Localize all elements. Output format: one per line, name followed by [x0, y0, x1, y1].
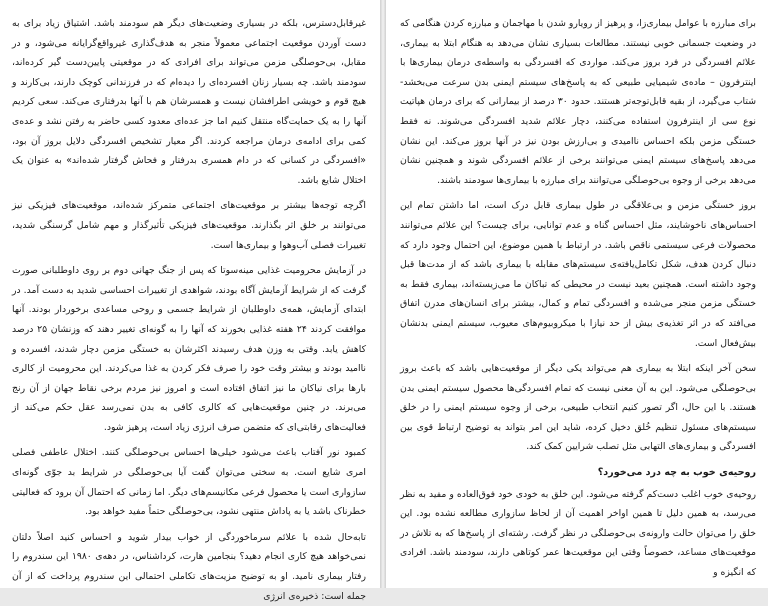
left-paragraph-2: اگرچه توجه‌ها بیشتر بر موقعیت‌های اجتماعی متمرکز شده‌اند، موقعیت‌های فیزیکی نیز می‌توانند بر خلق اثر بگذارند. موقعیت‌های فیزیکی تأثیرگذار و مهم شامل گرسنگی شدید، تغییرات فصلی آب‌وهوا و بیماری‌ها است.	[12, 200, 366, 251]
right-paragraph-3: سخن آخر اینکه ابتلا به بیماری هم می‌تواند یکی دیگر از موقعیت‌هایی باشد که باعث بروز بی‌حوصلگی می‌شود. این به آن معنی نیست که تمام افسردگی‌ها محصول سیستم ایمنی بدن هستند. با این حال، اگر تصور کنیم انتخاب طبیعی، برخی از وجوه سیستم ایمنی را در خلق سیستم‌های مسئول تنظیم خُلق دخیل کرده، شاید این امر بتواند به توضیح ارتباط قوی بین افسردگی و بیماری‌های التهابی مثل تصلب شرایین کمک کند.	[400, 363, 756, 453]
right-paragraph-1: برای مبارزه با عوامل بیماری‌زا، و پرهیز از رویارو شدن با مهاجمان و مبارزه کردن هنگامی که در وضعیت جسمانی خوبی نیستند. مطالعات بسیاری نشان می‌دهد به هنگام ابتلا به بیماری، علائم افسردگی در فرد بروز می‌کند. مواردی که افسردگی به واسطه‌ی درمان بیماری‌ها با اینترفرون – ماده‌ی شیمیایی طبیعی که به پاسخ‌های سیستم ایمنی بدن سرعت می‌بخشد- شتاب می‌گیرد، از بقیه قابل‌توجه‌تر هستند. حدود ۳۰ درصد از بیمارانی که برای درمان هپاتیت نوع سی از اینترفرون استفاده می‌کنند، دچار علائم شدید افسردگی می‌شوند. نه فقط خستگی مزمن بلکه احساس ناامیدی و بی‌ارزش بودن نیز در آنها بروز می‌کند. این نشان می‌دهد پاسخ‌های سیستم ایمنی می‌توانند برخی از علائم افسردگی شوند و همچنین نشان می‌دهد برخی از وجوه بی‌حوصلگی می‌توانند برای مبارزه با بیماری‌ها سودمند باشند.	[400, 18, 756, 186]
left-paragraph-3: در آزمایش محرومیت غذایی مینه‌سوتا که پس از جنگ جهانی دوم بر روی داوطلبانی صورت گرفت که از شرایط آزمایش آگاه بودند، شواهدی از تغییرات احساسی شدید به دست آمد. در ابتدای آزمایش، همه‌ی داوطلبان از شرایط جسمی و روحی مساعدی برخوردار بودند. آنها موافقت کردند ۲۴ هفته غذایی بخورند که آنها را به گونه‌ای تغییر دهند که وزنشان ۲۵ درصد کاهش یابد. وقتی به وزن هدف رسیدند اکثرشان به خستگی مزمن دچار شدند، افسرده و ناامید بودند و بیشتر وقت خود را صرف فکر کردن به غذا می‌کردند. این محرومیت از کالری بارها برای نیاکان ما نیز اتفاق افتاده است و امروز نیز مردم برخی نقاط جهان از آن رنج می‌برند. در چنین موقعیت‌هایی که کالری کافی به بدن نمی‌رسد عقل حکم می‌کند از فعالیت‌های رقابتی‌ای که متضمن صرف انرژی زیاد است، پرهیز شود.	[12, 265, 366, 433]
right-page	[386, 0, 768, 588]
right-paragraph-2: بروز خستگی مزمن و بی‌علاقگی در طول بیماری قابل درک است، اما داشتن تمام این احساس‌های ناخوشایند، مثل احساس گناه و عدم توانایی، برای چیست؟ این علائم می‌توانند محصولات فرعی سیستمی ناقص باشد. در ارتباط با همین موضوع، این احتمال وجود دارد که دنبال کردن هدف، شکل تکامل‌یافته‌ی سیستم‌های مقابله با بیماری باشد که از مدت‌ها قبل وجود داشته است. همچنین بعید نیست در محیطی که تباکان ما می‌زیسته‌اند، بیماری فقط به خستگی مزمن منجر می‌شده و افسردگی تمام و کمال، بیشتر برای انسان‌های مدرن اتفاق می‌افتد که در اثر تغذیه‌ی بیش از حد نیازا با میکروبیوم‌های معیوب، سیستم ایمنی بدنشان بیش‌فعال است.	[400, 200, 756, 349]
left-paragraph-5: تابه‌حال شده با علائم سرماخوردگی از خواب بیدار شوید و احساس کنید اصلاً دلتان نمی‌خواهد هیچ کاری انجام دهید؟ بنجامین هارت، کرداشناس، در دهه‌ی ۱۹۸۰ این سندروم را رفتار بیماری نامید. او به توضیح مزیت‌های تکاملی احتمالی این سندروم پرداخت که از آن جمله است: ذخیره‌ی انرژی	[12, 531, 366, 602]
right-paragraph-4: روحیه‌ی خوب اغلب دست‌کم گرفته می‌شود. این خلق به خودی خود فوق‌العاده و مفید به نظر می‌رسد، به همین دلیل تا همین اواخر اهمیت آن از لحاظ سازواری مطالعه نشده بود. این خلق را می‌توان حالت وارونه‌ی بی‌حوصلگی در نظر گرفت. رشته‌ای از پاسخ‌ها که به تلاش در موقعیت‌های مساعد، خصوصاً وقتی این موقعیت‌ها عمر کوتاهی دارند، سودمند باشد. افرادی که انگیزه و	[400, 488, 756, 579]
left-page	[0, 0, 380, 602]
section-heading: روحیه‌ی خوب به چه درد می‌خورد؟	[597, 467, 756, 479]
left-paragraph-1: غیرقابل‌دسترس، بلکه در بسیاری وضعیت‌های دیگر هم سودمند باشد. اشتیاق زیاد برای به دست آوردن موقعیت اجتماعی معمولاً منجر به هدف‌گذاری غیرواقع‌گرایانه می‌شود، و در مقابل، بی‌حوصلگی مزمن می‌تواند برای افرادی که در موقعیتی پایین‌دست گیر کرده‌اند، سودمند باشد. چه بسیار زنان افسرده‌ای را دیده‌ام که در فرزندانی کوچک دارند، بی‌کارند و هیچ قوم و خویشی اطرافشان نیست و همسرشان هم با آنها بدرفتاری می‌کند. سعی کردیم آنها را به یک حمایت‌گاه منتقل کنیم اما جز عده‌ای معدود کسی حاضر به رفتن نشد و عده‌ی کمی برای ادامه‌ی درمان مراجعه کردند. اگر معیار تشخیص افسردگی دلایل بروز آن بود، «افسردگی در کسانی که در دام همسری بدرفتار و فحاش گرفتار شده‌اند» به عنوان یک اختلال شایع باشد.	[12, 18, 366, 186]
left-paragraph-4: کمبود نور آفتاب باعث می‌شود خیلی‌ها احساس بی‌حوصلگی کنند. اختلال عاطفی فصلی امری شایع است. به سختی می‌توان گفت آیا بی‌حوصلگی در شرایط بد جوّی گونه‌ای سازواری است یا محصول فرعی مکانیسم‌های دیگر. اما زمانی که احتمال آن برود که فعالیتی خطرناک باشد یا به پاداش منتهی نشود، بی‌حوصلگی حتماً مفید خواهد بود.	[12, 447, 366, 518]
